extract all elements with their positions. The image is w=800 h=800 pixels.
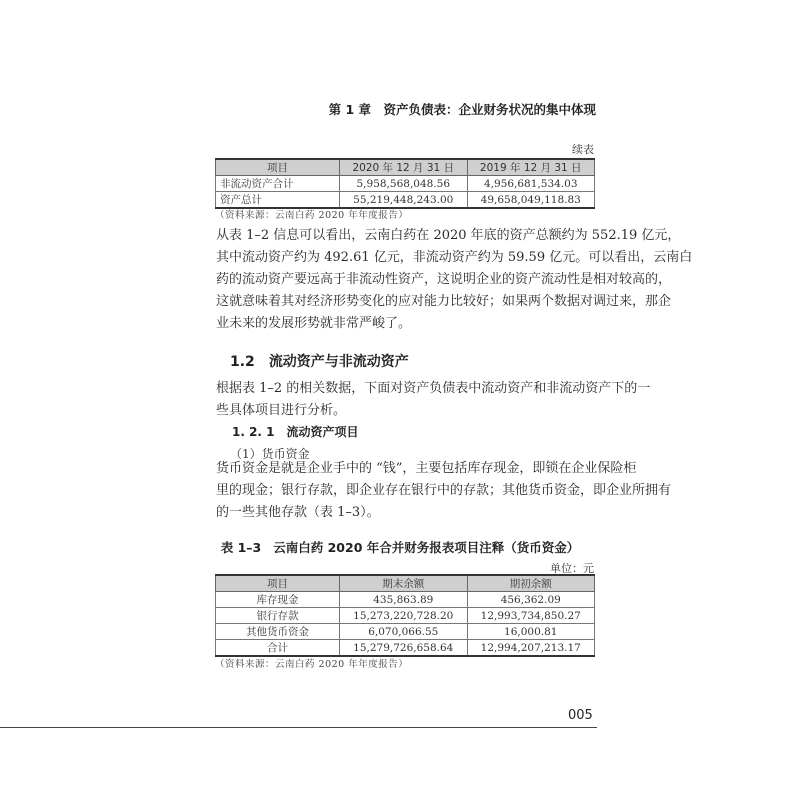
unit-label: 单位：元	[550, 562, 594, 575]
text-line: 业未来的发展形势就非常严峻了。	[216, 316, 412, 331]
column-header: 项目	[216, 575, 340, 592]
footer-rule	[0, 727, 597, 728]
row-label: 非流动资产合计	[216, 176, 340, 192]
page-number: 005	[568, 708, 593, 723]
table-number: 表 1–3	[220, 540, 262, 555]
column-header: 期末余额	[340, 575, 467, 592]
table-cell: 456,362.09	[467, 592, 595, 608]
section-heading	[230, 351, 409, 371]
body-paragraph	[216, 225, 693, 335]
column-header: 项目	[216, 159, 340, 176]
table-caption	[0, 538, 800, 556]
table-title: 云南白药 2020 年合并财务报表项目注释（货币资金）	[273, 540, 580, 555]
row-label: 库存现金	[216, 592, 340, 608]
cash-items-table	[215, 574, 595, 657]
table-cell: 12,994,207,213.17	[467, 640, 595, 657]
text-line: 药的流动资产要远高于非流动性资产，这说明企业的资产流动性是相对较高的，	[216, 272, 672, 287]
text-line: 些具体项目进行分析。	[216, 403, 347, 418]
table-cell: 5,958,568,048.56	[340, 176, 467, 192]
text-line: 货币资金是就是企业手中的 “钱”，主要包括库存现金，即锁在企业保险柜	[216, 461, 637, 476]
table-cell: 6,070,066.55	[340, 624, 467, 640]
text-line: 的一些其他存款（表 1–3）。	[216, 505, 380, 520]
table-cell: 435,863.89	[340, 592, 467, 608]
table-row	[216, 640, 595, 657]
table-cell: 16,000.81	[467, 624, 595, 640]
subsection-title: 流动资产项目	[286, 425, 359, 439]
text-line: 其中流动资产约为 492.61 亿元，非流动资产约为 59.59 亿元。可以看出，云南白	[216, 250, 693, 265]
table-cell: 49,658,049,118.83	[467, 192, 595, 209]
table-row	[216, 624, 595, 640]
continued-label: 续表	[572, 143, 594, 156]
table-row	[216, 192, 595, 209]
row-label: 合计	[216, 640, 340, 657]
body-paragraph	[216, 378, 651, 422]
text-line: 从表 1–2 信息可以看出，云南白药在 2020 年底的资产总额约为 552.19 亿元，	[216, 228, 681, 243]
table-header-row	[216, 159, 595, 176]
table-row	[216, 592, 595, 608]
subsection-number: 1. 2. 1	[232, 425, 275, 439]
column-header: 2019 年 12 月 31 日	[467, 159, 595, 176]
row-label: 银行存款	[216, 608, 340, 624]
column-header: 2020 年 12 月 31 日	[340, 159, 467, 176]
table-header-row	[216, 575, 595, 592]
row-label: 其他货币资金	[216, 624, 340, 640]
table-row	[216, 176, 595, 192]
table-cell: 55,219,448,243.00	[340, 192, 467, 209]
running-head: 第 1 章 资产负债表：企业财务状况的集中体现	[328, 102, 596, 117]
column-header: 期初余额	[467, 575, 595, 592]
body-paragraph	[216, 458, 672, 524]
text-line: 里的现金；银行存款，即企业存在银行中的存款；其他货币资金，即企业所拥有	[216, 483, 672, 498]
table-source-note: （资料来源：云南白药 2020 年年度报告）	[215, 659, 409, 670]
balance-sheet-table	[215, 158, 595, 209]
section-title: 流动资产与非流动资产	[268, 354, 409, 370]
text-line: 这就意味着其对经济形势变化的应对能力比较好；如果两个数据对调过来，那企	[216, 294, 672, 309]
section-number: 1.2	[230, 354, 255, 370]
text-line: 根据表 1–2 的相关数据，下面对资产负债表中流动资产和非流动资产下的一	[216, 381, 651, 396]
subsection-heading	[232, 423, 359, 440]
table-cell: 4,956,681,534.03	[467, 176, 595, 192]
table-source-note: （资料来源：云南白药 2020 年年度报告）	[215, 210, 409, 221]
table-cell: 12,993,734,850.27	[467, 608, 595, 624]
table-cell: 15,279,726,658.64	[340, 640, 467, 657]
row-label: 资产总计	[216, 192, 340, 209]
item-heading: （1）货币资金	[230, 447, 310, 461]
table-row	[216, 608, 595, 624]
table-cell: 15,273,220,728.20	[340, 608, 467, 624]
